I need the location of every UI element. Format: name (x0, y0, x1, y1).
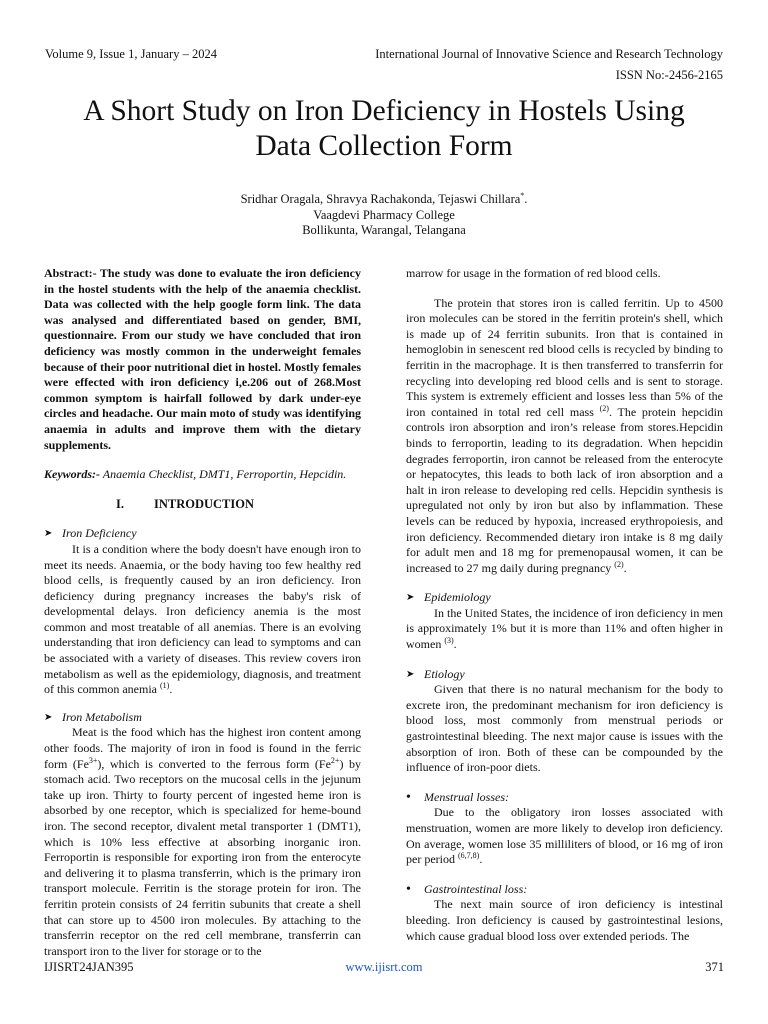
header-issn: ISSN No:-2456-2165 (615, 68, 723, 82)
section-heading-introduction (44, 497, 361, 513)
arrow-bullet-icon: ➤ (406, 668, 415, 680)
dot-bullet-icon: • (406, 881, 411, 897)
paragraph-end: . (479, 852, 483, 867)
iron-deficiency-text: It is a condition where the body doesn't have enough iron to meet its needs. Anaemia, or the body having too few healthy red blood cells, is frequently caused by an iron deficiency. Iron deficiency during pregnancy increases the baby's risk of developmental delays. Iron deficiency anemia is the most common and most treatable of all anemias. There is an evolving understanding that iron deficiency can lead to symptoms and can be associated with a variety of diseases. This review covers iron metabolism as well as the epidemiology, diagnosis, and treatment of this common anemia (44, 541, 361, 697)
gastrointestinal-paragraph: The next main source of iron deficiency is intestinal bleeding. Iron deficiency is caused by gastrointestinal lesions, which cause gradual blood loss over extended periods. The (406, 897, 723, 943)
arrow-bullet-icon: ➤ (44, 528, 53, 540)
ferritin-paragraph (406, 296, 723, 577)
author-names-end: . (524, 192, 528, 206)
section-number: I. (116, 496, 124, 511)
arrow-bullet-icon: ➤ (44, 711, 53, 723)
paragraph-end: . (169, 682, 173, 697)
header-volume: Volume 9, Issue 1, January – 2024 (45, 47, 217, 61)
left-column (44, 266, 361, 959)
subheading-text: Menstrual losses: (424, 789, 509, 804)
subheading-epidemiology (406, 590, 723, 606)
author-address: Bollikunta, Warangal, Telangana (302, 223, 466, 237)
subheading-menstrual-losses (406, 790, 723, 806)
footer-website-link[interactable]: www.ijisrt.com (345, 960, 423, 974)
header-journal: International Journal of Innovative Science and Research Technology (375, 47, 723, 61)
subheading-iron-deficiency (44, 526, 361, 542)
superscript: 2+ (330, 755, 340, 765)
epidemiology-paragraph (406, 606, 723, 653)
text-part: . The protein hepcidin controls iron absorption and iron’s release from stores.Hepcidin binds to ferroportin, leading to its degradation. When hepcidin degrades ferroportin, iron cannot be released from the enterocyte or hepatocytes, this leads to both lack of iron absorption and a halt in iron release to developing red cells. Hepcidin synthesis is upregulated not only by iron but also by inflammation. These levels can be reduced by hypoxia, increased erythropoiesis, and iron deficiency. Recommended dietary iron intake is 8 mg daily for adult men and 18 mg for premenopausal women, it can be increased to 27 mg daily during pregnancy (406, 404, 724, 575)
text-part: ) by stomach acid. Two receptors on the mucosal cells in the jejunum take up iron. Thirty to fourty percent of ingested heme iron is absorbed by one receptor, which is specialized for heme-bound iron. The second receptor, divalent metal transporter 1 (DMT1), which is 10% less effective at absorbing inorganic iron. Ferroportin is responsible for exporting iron from the enterocyte and delivering it to plasma transferrin, which is the primary iron transport molecule. Ferritin is the storage protein for iron. The ferritin protein consists of 24 ferritin subunits that create a shell that can store up to 4500 iron molecules. By attaching to the transferrin receptor on the red cell membrane, transferrin can transport iron to the liver for storage or to the (44, 756, 362, 958)
footer-page-number: 371 (705, 960, 724, 974)
citation: (6,7,8) (457, 851, 480, 861)
subheading-text: Epidemiology (424, 590, 491, 605)
text-part: The protein that stores iron is called ferritin. Up to 4500 iron molecules can be stored in the ferritin protein's shell, which is made up of 24 ferritin subunits. Iron that is contained in hemoglobin in senescent red blood cells is recycled by binding to ferritin in the macrophage. It is then transferred to transferrin for recycling into developing red blood cells and is sent to storage. This system is extremely efficient and losses less than 5% of the iron contained in total red cell mass (406, 295, 723, 419)
menstrual-text: Due to the obligatory iron losses associated with menstruation, women are more likely to develop iron deficiency. On average, women lose 35 milliliters of blood, or 16 mg of iron per period (406, 805, 723, 867)
epidemiology-text: In the United States, the incidence of iron deficiency in men is approximately 1% but it is more than 11% and often higher in women (406, 605, 723, 652)
dot-bullet-icon: • (406, 789, 411, 805)
subheading-text: Gastrointestinal loss: (424, 881, 528, 896)
arrow-bullet-icon: ➤ (406, 592, 415, 604)
subheading-iron-metabolism (44, 710, 361, 726)
author-names-text: Sridhar Oragala, Shravya Rachakonda, Tejaswi Chillara (240, 192, 521, 206)
subheading-etiology (406, 667, 723, 683)
author-mark: * (520, 190, 525, 200)
author-block (40, 192, 728, 239)
iron-metabolism-paragraph (44, 725, 361, 959)
title-line-2: Data Collection Form (255, 130, 513, 162)
section-title: INTRODUCTION (154, 496, 255, 511)
menstrual-paragraph (406, 805, 723, 867)
keywords-label: Keywords:- (44, 467, 100, 482)
text-part: ), which is converted to the ferrous form (Fe (97, 756, 331, 771)
abstract: Abstract:- The study was done to evaluate the iron deficiency in the hostel students with the help of the anaemia checklist. Data was collected with the help google form link. The data was analysed and differentiated based on gender, BMI, questionnaire. From our study we have concluded that iron deficiency was mostly common in the underweight females because of their poor nutritional diet in hostel. Mostly females were effected with iron deficiency i,e.206 out of 268.Most common symptom is hairfall followed by dark under-eye circles and headache. Our main moto of study was identifying anaemia in adults and improve them with the dietary supplements. (44, 266, 361, 452)
etiology-paragraph: Given that there is no natural mechanism for the body to excrete iron, the predominant mechanism for iron deficiency is blood loss, most commonly from menstrual periods or gastrointestinal bleeding. The next major cause is issues with the absorption of iron. Both of these can be compounded by the influence of iron-poor diets. (406, 682, 723, 775)
citation: (1) (159, 681, 170, 691)
iron-metabolism-continued: marrow for usage in the formation of red blood cells. (406, 266, 661, 280)
subheading-text: Iron Metabolism (62, 709, 142, 724)
paper-title (40, 94, 728, 164)
paragraph-end: . (623, 560, 627, 575)
subheading-gastrointestinal-loss (406, 882, 723, 898)
subheading-text: Etiology (424, 666, 465, 681)
citation: (3) (444, 636, 454, 646)
paragraph-end: . (453, 637, 457, 652)
footer-paper-id: IJISRT24JAN395 (44, 960, 134, 974)
citation: (2) (599, 403, 609, 413)
superscript: 3+ (88, 755, 98, 765)
iron-deficiency-paragraph (44, 542, 361, 698)
citation: (2) (614, 559, 624, 569)
author-names (40, 192, 728, 208)
author-affiliation: Vaagdevi Pharmacy College (313, 207, 455, 222)
keywords-text: Anaemia Checklist, DMT1, Ferroportin, Hepcidin. (100, 467, 347, 482)
text-part: Meat is the food which has the highest iron content among other foods. The majority of iron in food is found in the ferric form (Fe (44, 725, 361, 771)
keywords (44, 467, 361, 483)
title-line-1: A Short Study on Iron Deficiency in Hostels Using (83, 95, 685, 127)
subheading-text: Iron Deficiency (62, 526, 137, 541)
right-column (406, 266, 723, 944)
